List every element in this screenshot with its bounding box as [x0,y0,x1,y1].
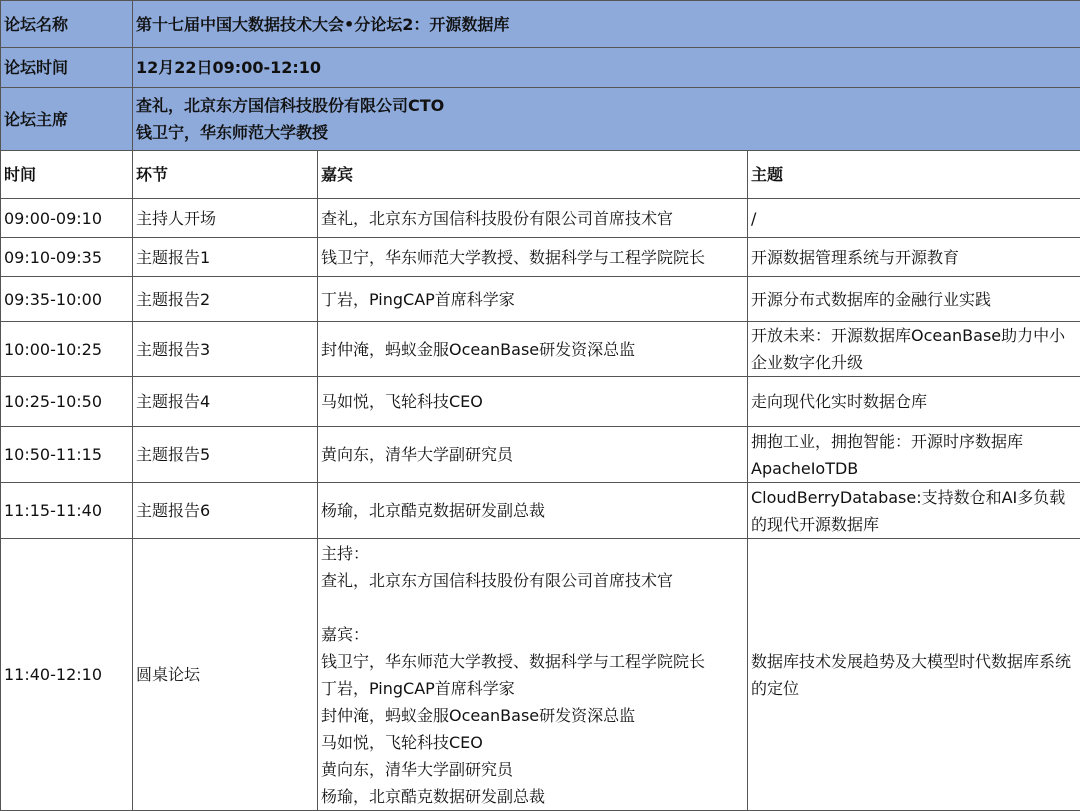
row-time: 10:25-10:50 [1,377,133,427]
host-name: 查礼，北京东方国信科技股份有限公司首席技术官 [321,570,674,590]
guest-name: 封仲淹，蚂蚁金服OceanBase研发资深总监 [321,705,636,725]
row-topic: 开源分布式数据库的金融行业实践 [748,277,1080,322]
row-segment: 主题报告6 [133,483,318,539]
row-topic: 走向现代化实时数据仓库 [748,377,1080,427]
row-guest: 杨瑜，北京酷克数据研发副总裁 [318,483,748,539]
row-segment: 主题报告2 [133,277,318,322]
header-guest: 嘉宾 [318,151,748,199]
roundtable-participants [318,539,748,811]
guest-name: 黄向东，清华大学副研究员 [321,759,514,779]
guests-label: 嘉宾： [321,624,370,644]
row-time: 10:50-11:15 [1,427,133,483]
row-guest: 钱卫宁，华东师范大学教授、数据科学与工程学院院长 [318,238,748,277]
row-topic: 拥抱工业，拥抱智能：开源时序数据库ApacheIoTDB [748,427,1080,483]
table-row [1,277,1080,322]
forum-name-label: 论坛名称 [1,1,133,48]
row-segment: 圆桌论坛 [133,539,318,811]
guest-name: 杨瑜，北京酷克数据研发副总裁 [321,786,546,806]
row-guest: 丁岩，PingCAP首席科学家 [318,277,748,322]
row-topic: / [748,199,1080,238]
guest-name: 丁岩，PingCAP首席科学家 [321,678,515,698]
row-time: 09:10-09:35 [1,238,133,277]
forum-time-row [1,48,1080,88]
row-topic: 开放未来：开源数据库OceanBase助力中小企业数字化升级 [748,322,1080,377]
row-topic: CloudBerryDatabase:支持数仓和AI多负载的现代开源数据库 [748,483,1080,539]
table-header-row [1,151,1080,199]
header-segment: 环节 [133,151,318,199]
row-segment: 主持人开场 [133,199,318,238]
spacer [321,594,744,621]
row-segment: 主题报告4 [133,377,318,427]
row-segment: 主题报告1 [133,238,318,277]
table-row [1,377,1080,427]
row-guest: 封仲淹，蚂蚁金服OceanBase研发资深总监 [318,322,748,377]
chair-item: 查礼，北京东方国信科技股份有限公司CTO [136,96,445,115]
forum-chairs [133,88,1080,151]
table-row [1,322,1080,377]
forum-chair-row [1,88,1080,151]
row-topic: 开源数据管理系统与开源教育 [748,238,1080,277]
guest-name: 钱卫宁，华东师范大学教授、数据科学与工程学院院长 [321,651,706,671]
forum-time-value: 12月22日09:00-12:10 [133,48,1080,88]
guest-name: 马如悦，飞轮科技CEO [321,732,483,752]
forum-time-label: 论坛时间 [1,48,133,88]
row-time: 09:00-09:10 [1,199,133,238]
header-time: 时间 [1,151,133,199]
row-time: 10:00-10:25 [1,322,133,377]
chair-item: 钱卫宁，华东师范大学教授 [136,123,329,142]
row-segment: 主题报告3 [133,322,318,377]
row-guest: 马如悦，飞轮科技CEO [318,377,748,427]
row-time: 09:35-10:00 [1,277,133,322]
forum-chair-label: 论坛主席 [1,88,133,151]
header-topic: 主题 [748,151,1080,199]
row-time: 11:40-12:10 [1,539,133,811]
row-guest: 黄向东，清华大学副研究员 [318,427,748,483]
row-time: 11:15-11:40 [1,483,133,539]
roundtable-row [1,539,1080,811]
table-row [1,427,1080,483]
forum-name-row [1,1,1080,48]
table-row [1,238,1080,277]
host-label: 主持： [321,543,370,563]
row-topic: 数据库技术发展趋势及大模型时代数据库系统的定位 [748,539,1080,811]
row-segment: 主题报告5 [133,427,318,483]
table-row [1,483,1080,539]
forum-name-value: 第十七届中国大数据技术大会•分论坛2：开源数据库 [133,1,1080,48]
row-guest: 查礼，北京东方国信科技股份有限公司首席技术官 [318,199,748,238]
table-row [1,199,1080,238]
